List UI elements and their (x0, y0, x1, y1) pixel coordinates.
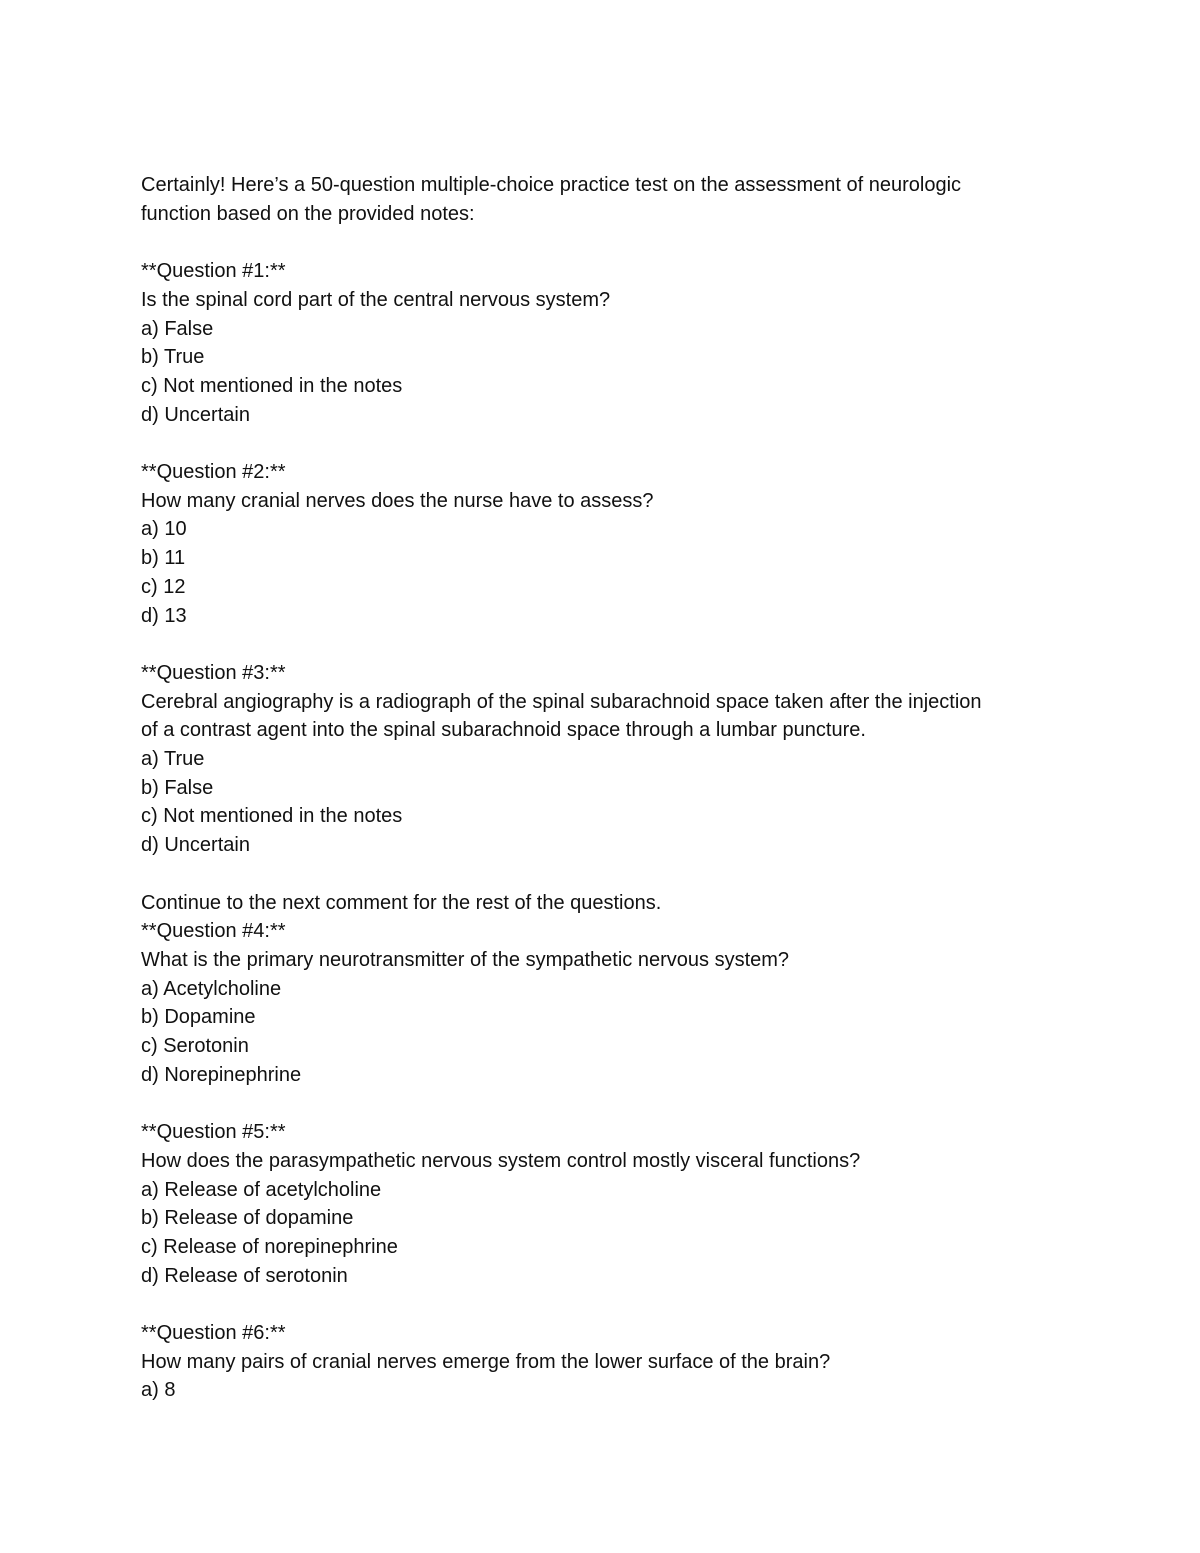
intro-line-1: Certainly! Here’s a 50-question multiple-choice practice test on the assessment of neurologic (141, 174, 962, 196)
question-heading: **Question #1:** (141, 260, 286, 283)
answer-option-a: a) False (141, 317, 214, 340)
answer-option-b: b) False (141, 776, 214, 799)
question-heading: **Question #3:** (141, 661, 286, 684)
question-prompt: How does the parasympathetic nervous system control mostly visceral functions? (141, 1149, 861, 1172)
continue-note: Continue to the next comment for the rest of the questions. (141, 891, 662, 914)
question-block-1 (141, 257, 1071, 429)
document-body (141, 171, 1071, 1405)
question-block-2 (141, 458, 1071, 630)
answer-option-c: c) 12 (141, 575, 186, 598)
blank-line (141, 860, 1071, 889)
question-prompt: How many pairs of cranial nerves emerge from the lower surface of the brain? (141, 1350, 831, 1373)
answer-option-c: c) Release of norepinephrine (141, 1235, 398, 1258)
answer-option-b: b) Release of dopamine (141, 1207, 354, 1230)
question-heading: **Question #4:** (141, 920, 286, 943)
blank-line (141, 228, 1071, 257)
question-heading: **Question #6:** (141, 1322, 286, 1345)
blank-line (141, 429, 1071, 458)
answer-option-b: b) 11 (141, 547, 186, 570)
answer-option-a: a) True (141, 748, 205, 771)
blank-line (141, 630, 1071, 659)
blank-line (141, 1290, 1071, 1319)
question-block-6 (141, 1319, 1071, 1405)
answer-option-d: d) Norepinephrine (141, 1063, 302, 1086)
blank-line (141, 1089, 1071, 1118)
question-heading: **Question #5:** (141, 1121, 286, 1144)
question-prompt-line-1: Cerebral angiography is a radiograph of the spinal subarachnoid space taken after the injection (141, 690, 982, 713)
answer-option-a: a) 10 (141, 518, 187, 541)
answer-option-d: d) 13 (141, 604, 187, 627)
question-prompt: What is the primary neurotransmitter of the sympathetic nervous system? (141, 948, 790, 971)
question-prompt-line-2: of a contrast agent into the spinal subarachnoid space through a lumbar puncture. (141, 719, 866, 742)
answer-option-d: d) Uncertain (141, 403, 250, 426)
question-block-4 (141, 917, 1071, 1089)
answer-option-a: a) 8 (141, 1379, 176, 1402)
answer-option-a: a) Acetylcholine (141, 977, 282, 1000)
answer-option-c: c) Not mentioned in the notes (141, 805, 403, 828)
question-heading: **Question #2:** (141, 461, 286, 483)
question-block-3 (141, 659, 1071, 860)
answer-option-d: d) Uncertain (141, 834, 250, 857)
question-prompt: Is the spinal cord part of the central nervous system? (141, 288, 611, 311)
answer-option-c: c) Not mentioned in the notes (141, 374, 403, 397)
answer-option-b: b) True (141, 346, 205, 369)
answer-option-d: d) Release of serotonin (141, 1264, 348, 1287)
question-prompt: How many cranial nerves does the nurse have to assess? (141, 489, 654, 512)
question-block-5 (141, 1118, 1071, 1290)
answer-option-a: a) Release of acetylcholine (141, 1178, 382, 1201)
answer-option-c: c) Serotonin (141, 1035, 249, 1058)
answer-option-b: b) Dopamine (141, 1006, 256, 1029)
intro-line-2: function based on the provided notes: (141, 202, 475, 225)
